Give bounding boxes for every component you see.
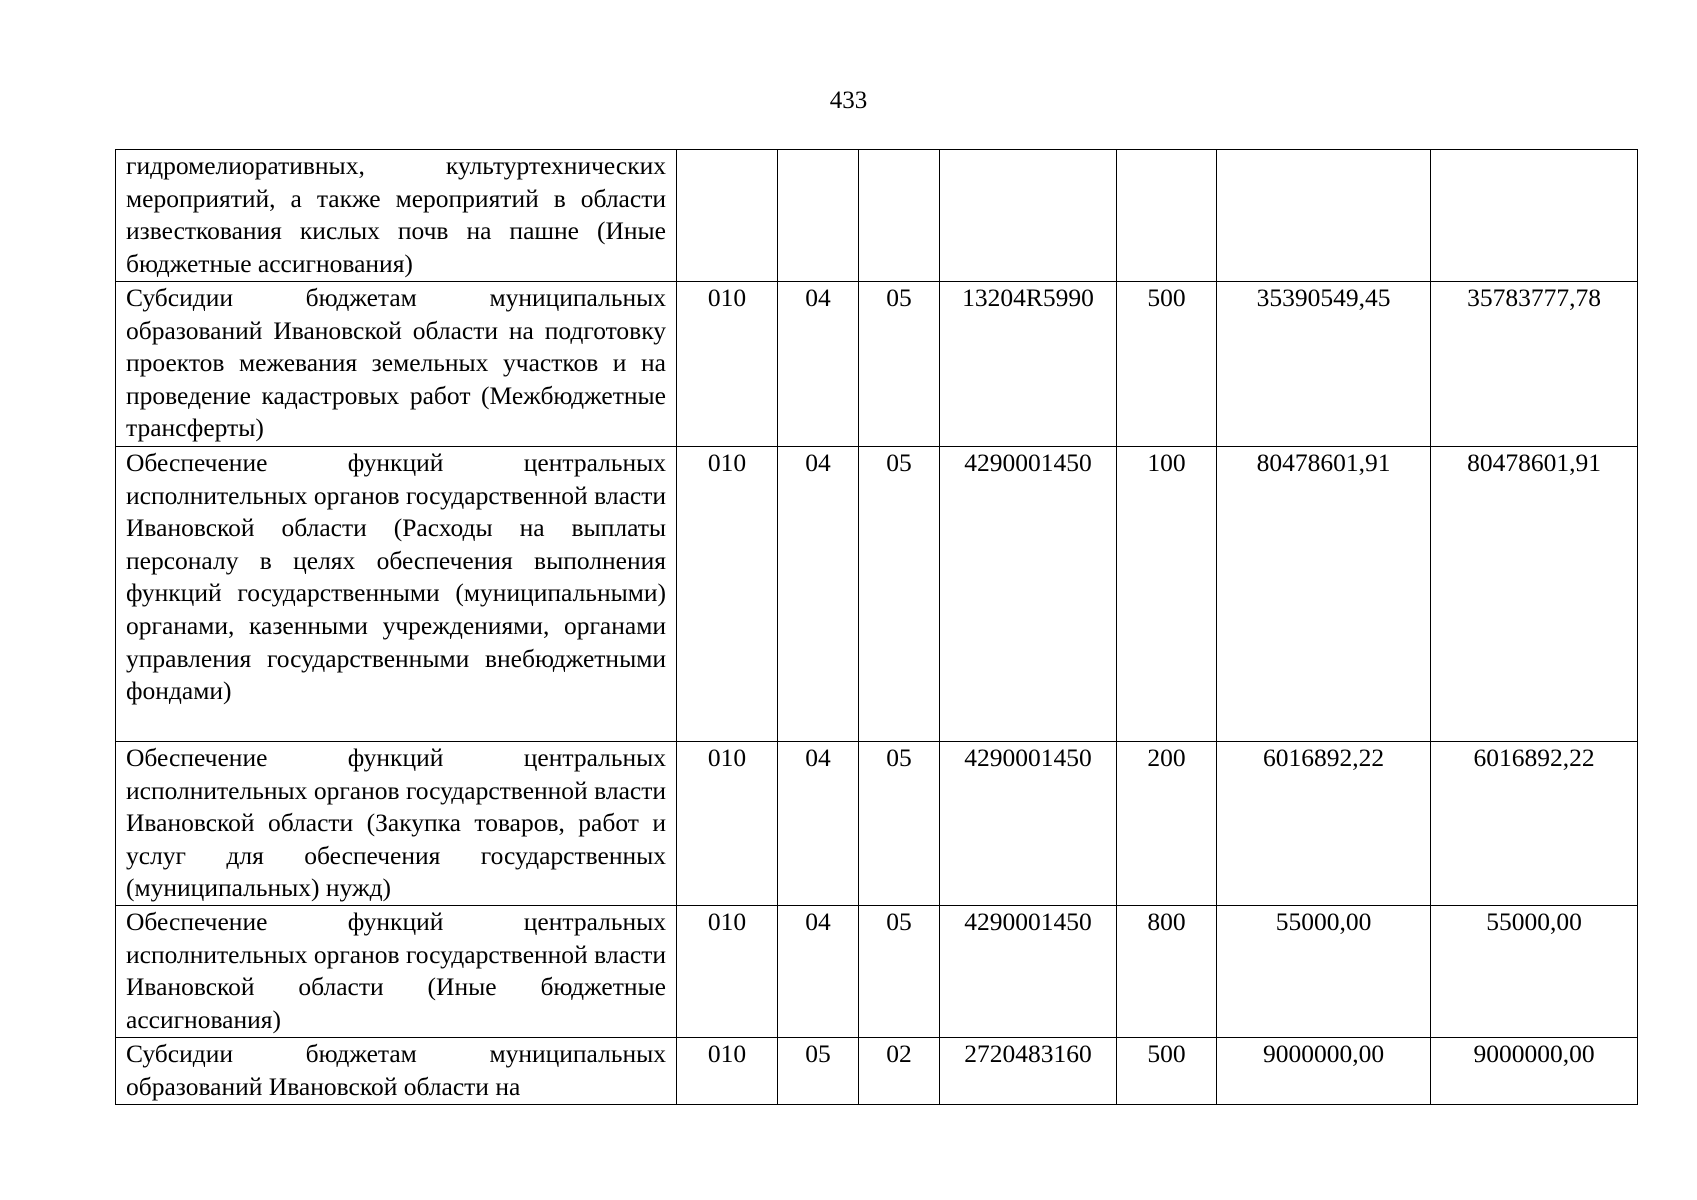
expense-type-code: 100 (1117, 447, 1217, 742)
table-row (116, 447, 1638, 742)
amount-second: 9000000,00 (1431, 1038, 1638, 1105)
amount-second: 80478601,91 (1431, 447, 1638, 742)
target-article-code (940, 150, 1117, 282)
subsection-code: 05 (859, 447, 940, 742)
expense-type-code (1117, 150, 1217, 282)
target-article-code: 2720483160 (940, 1038, 1117, 1105)
table-row (116, 742, 1638, 906)
amount-second: 35783777,78 (1431, 282, 1638, 447)
row-description: Обеспечение функций центральных исполнительных органов государственной власти Ивановской области (Закупка товаров, работ и услуг для обеспечения государственных (муниципальных) нужд) (116, 742, 677, 906)
amount-second: 55000,00 (1431, 906, 1638, 1038)
expense-type-code: 500 (1117, 282, 1217, 447)
subsection-code: 05 (859, 742, 940, 906)
amount-first: 6016892,22 (1217, 742, 1431, 906)
amount-second (1431, 150, 1638, 282)
section-code: 04 (778, 447, 859, 742)
ministry-code (677, 150, 778, 282)
row-description: гидромелиоративных, культуртехнических мероприятий, а также мероприятий в области известкования кислых почв на пашне (Иные бюджетные ассигнования) (116, 150, 677, 282)
ministry-code: 010 (677, 282, 778, 447)
ministry-code: 010 (677, 447, 778, 742)
row-description: Обеспечение функций центральных исполнительных органов государственной власти Ивановской области (Расходы на выплаты персоналу в целях обеспечения выполнения функций государственными (муниципальными) органами, казенными учреждениями, органами управления государственными внебюджетными фондами) (116, 447, 677, 742)
budget-table (115, 149, 1638, 1105)
ministry-code: 010 (677, 906, 778, 1038)
expense-type-code: 200 (1117, 742, 1217, 906)
row-description: Субсидии бюджетам муниципальных образований Ивановской области на подготовку проектов межевания земельных участков и на проведение кадастровых работ (Межбюджетные трансферты) (116, 282, 677, 447)
section-code: 05 (778, 1038, 859, 1105)
amount-first: 9000000,00 (1217, 1038, 1431, 1105)
page-number: 433 (829, 87, 868, 114)
section-code: 04 (778, 282, 859, 447)
amount-first (1217, 150, 1431, 282)
table-row (116, 150, 1638, 282)
table-row (116, 906, 1638, 1038)
expense-type-code: 800 (1117, 906, 1217, 1038)
target-article-code: 4290001450 (940, 906, 1117, 1038)
subsection-code: 05 (859, 906, 940, 1038)
section-code: 04 (778, 742, 859, 906)
table-row (116, 282, 1638, 447)
table-row (116, 1038, 1638, 1105)
amount-first: 55000,00 (1217, 906, 1431, 1038)
subsection-code (859, 150, 940, 282)
row-description: Субсидии бюджетам муниципальных образований Ивановской области на (116, 1038, 677, 1105)
ministry-code: 010 (677, 742, 778, 906)
amount-first: 80478601,91 (1217, 447, 1431, 742)
section-code (778, 150, 859, 282)
target-article-code: 13204R5990 (940, 282, 1117, 447)
expense-type-code: 500 (1117, 1038, 1217, 1105)
target-article-code: 4290001450 (940, 742, 1117, 906)
amount-first: 35390549,45 (1217, 282, 1431, 447)
amount-second: 6016892,22 (1431, 742, 1638, 906)
row-description: Обеспечение функций центральных исполнительных органов государственной власти Ивановской области (Иные бюджетные ассигнования) (116, 906, 677, 1038)
section-code: 04 (778, 906, 859, 1038)
subsection-code: 02 (859, 1038, 940, 1105)
target-article-code: 4290001450 (940, 447, 1117, 742)
ministry-code: 010 (677, 1038, 778, 1105)
subsection-code: 05 (859, 282, 940, 447)
